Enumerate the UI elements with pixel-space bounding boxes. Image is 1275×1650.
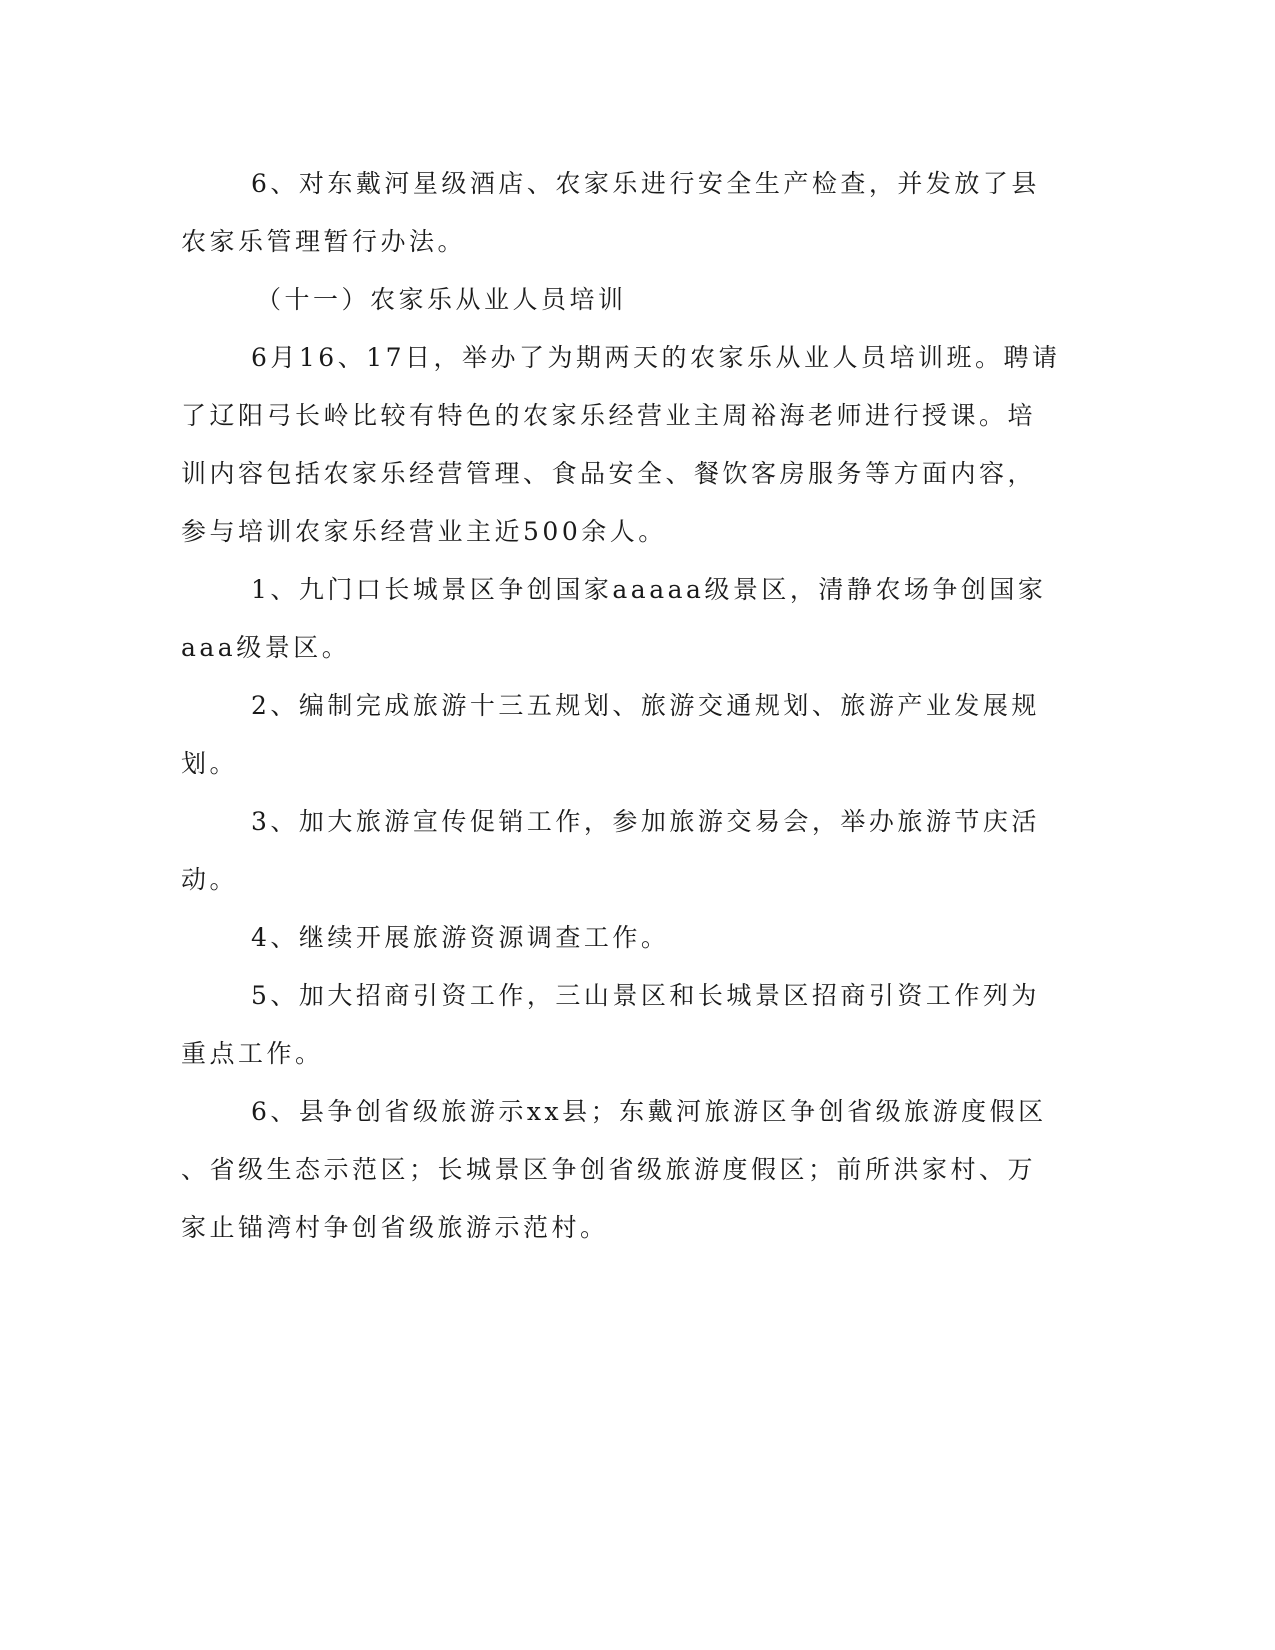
training-paragraph-line-4: 参与培训农家乐经营业主近500余人。	[181, 517, 667, 546]
plan-item-2-line-2: 划。	[181, 749, 239, 778]
training-paragraph-line-3: 训内容包括农家乐经营管理、食品安全、餐饮客房服务等方面内容，	[181, 459, 1037, 488]
plan-item-1-line-2: aaa级景区。	[181, 633, 351, 662]
document-body	[181, 155, 1061, 1257]
plan-item-6-line-1: 6、县争创省级旅游示xx县；东戴河旅游区争创省级旅游度假区	[251, 1097, 1047, 1126]
training-paragraph-line-2: 了辽阳弓长岭比较有特色的农家乐经营业主周裕海老师进行授课。培	[181, 401, 1037, 430]
paragraph-item-6-line-1: 6、对东戴河星级酒店、农家乐进行安全生产检查，并发放了县	[251, 169, 1040, 198]
plan-item-1-line-1: 1、九门口长城景区争创国家aaaaa级景区，清静农场争创国家	[251, 575, 1047, 604]
plan-item-6-line-3: 家止锚湾村争创省级旅游示范村。	[181, 1213, 609, 1242]
paragraph-item-6-line-2: 农家乐管理暂行办法。	[181, 227, 467, 256]
section-heading-training: （十一）农家乐从业人员培训	[256, 285, 627, 314]
plan-item-3-line-2: 动。	[181, 865, 239, 894]
plan-item-3-line-1: 3、加大旅游宣传促销工作，参加旅游交易会，举办旅游节庆活	[251, 807, 1040, 836]
plan-item-5-line-1: 5、加大招商引资工作，三山景区和长城景区招商引资工作列为	[251, 981, 1040, 1010]
training-paragraph-line-1: 6月16、17日，举办了为期两天的农家乐从业人员培训班。聘请	[251, 343, 1061, 372]
plan-item-5-line-2: 重点工作。	[181, 1039, 324, 1068]
plan-item-4: 4、继续开展旅游资源调查工作。	[251, 923, 670, 952]
plan-item-2-line-1: 2、编制完成旅游十三五规划、旅游交通规划、旅游产业发展规	[251, 691, 1040, 720]
plan-item-6-line-2: 、省级生态示范区；长城景区争创省级旅游度假区；前所洪家村、万	[181, 1155, 1037, 1184]
